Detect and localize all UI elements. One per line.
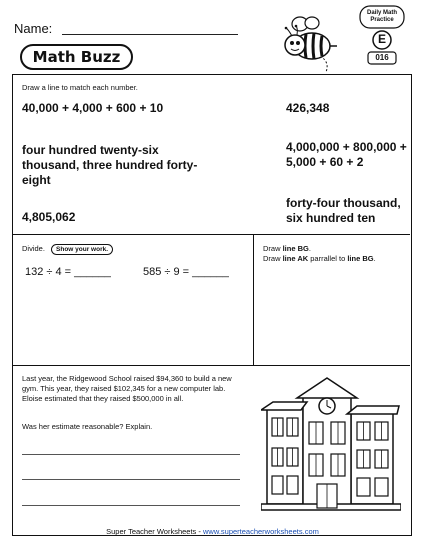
page-title: Math Buzz bbox=[20, 44, 133, 70]
divide-geometry-section bbox=[13, 235, 410, 366]
badge-line1: Daily Math bbox=[366, 10, 397, 16]
divide-problem-1[interactable]: 132 ÷ 4 = ______ bbox=[25, 266, 111, 278]
worksheet bbox=[12, 74, 412, 536]
footer-link[interactable]: www.superteacherworksheets.com bbox=[202, 527, 319, 536]
word-problem-question: Was her estimate reasonable? Explain. bbox=[22, 422, 153, 431]
word-problem-section bbox=[13, 366, 410, 534]
footer-text: Super Teacher Worksheets - bbox=[106, 527, 203, 536]
answer-line-2[interactable] bbox=[22, 479, 240, 480]
badge-letter: E bbox=[377, 32, 386, 46]
answer-line-3[interactable] bbox=[22, 505, 240, 506]
divide-instruction: Divide. bbox=[22, 244, 45, 253]
divide-problem-2[interactable]: 585 ÷ 9 = ______ bbox=[143, 266, 229, 278]
match-instruction: Draw a line to match each number. bbox=[22, 83, 138, 92]
answer-line-1[interactable] bbox=[22, 454, 240, 455]
name-field[interactable] bbox=[62, 34, 238, 35]
match-section bbox=[13, 75, 410, 235]
name-label: Name: bbox=[14, 21, 53, 36]
badge-line2: Practice bbox=[370, 17, 394, 23]
match-left-1[interactable]: 40,000 + 4,000 + 600 + 10 bbox=[22, 101, 164, 115]
match-right-3[interactable]: forty-four thousand, six hundred ten bbox=[286, 196, 401, 225]
match-left-3[interactable]: 4,805,062 bbox=[22, 210, 76, 224]
divide-instruction-row bbox=[22, 244, 113, 255]
show-work-badge: Show your work. bbox=[51, 244, 113, 255]
word-problem-text: Last year, the Ridgewood School raised $94,360 to build a new gym. This year, they raised $102,345 for a new computer lab. Eloise estimated that they raised $500,000 in all. bbox=[22, 374, 232, 403]
badge-number: 016 bbox=[375, 53, 389, 62]
geometry-instructions bbox=[263, 244, 376, 264]
match-left-2[interactable]: four hundred twenty-six thousand, three hundred forty-eight bbox=[22, 143, 198, 187]
school-building-icon bbox=[261, 376, 401, 516]
bee-icon bbox=[282, 12, 342, 74]
footer bbox=[0, 527, 425, 536]
match-right-2[interactable]: 4,000,000 + 800,000 + 5,000 + 60 + 2 bbox=[286, 140, 407, 169]
vertical-divider bbox=[253, 235, 254, 366]
match-right-1[interactable]: 426,348 bbox=[286, 101, 330, 115]
geometry-line-1: Draw line BG. bbox=[263, 244, 311, 253]
geometry-line-2: Draw line AK parrallel to line BG. bbox=[263, 254, 376, 263]
